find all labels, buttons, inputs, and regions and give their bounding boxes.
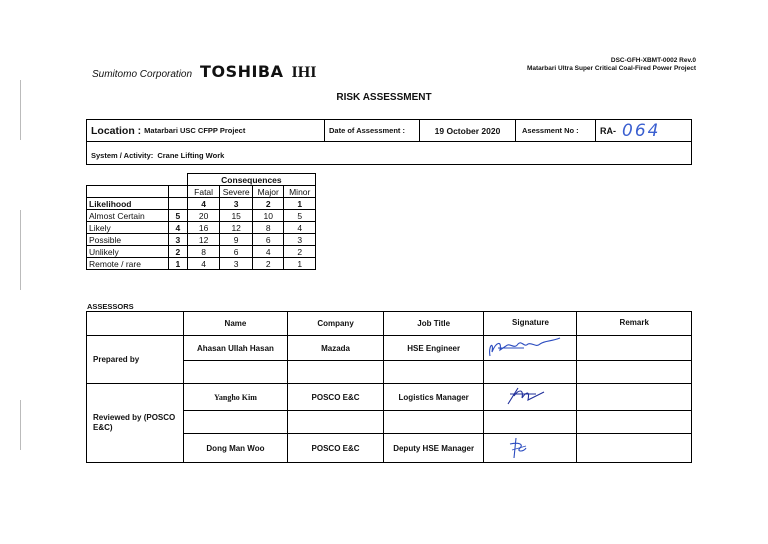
consequence-header: Minor	[284, 186, 316, 198]
system-value: Crane Lifting Work	[157, 151, 225, 160]
consequence-header: Fatal	[187, 186, 220, 198]
matrix-cell: 8	[187, 246, 220, 258]
likelihood-label: Almost Certain	[87, 210, 169, 222]
likelihood-score: 4	[168, 222, 187, 234]
assessment-no-label: Asessment No :	[522, 126, 579, 135]
likelihood-score: 1	[168, 258, 187, 270]
matrix-cell: 12	[187, 234, 220, 246]
column-header-remark: Remark	[577, 312, 692, 336]
matrix-cell: 3	[220, 258, 253, 270]
ra-prefix: RA-	[600, 125, 616, 136]
matrix-header-row	[87, 186, 316, 198]
matrix-cell: 6	[220, 246, 253, 258]
reviewer2-name: Dong Man Woo	[183, 434, 288, 463]
date-value-cell	[420, 120, 516, 142]
matrix-consequences-row	[87, 174, 316, 186]
consequence-score: 1	[284, 198, 316, 210]
matrix-cell: 4	[252, 246, 284, 258]
matrix-row	[87, 222, 316, 234]
reviewer1-name: Yangho Kim	[183, 384, 288, 411]
consequence-score: 2	[252, 198, 284, 210]
logo-sumitomo: Sumitomo Corporation	[92, 69, 193, 80]
matrix-row	[87, 258, 316, 270]
reviewer1-signature	[484, 384, 577, 411]
likelihood-label: Possible	[87, 234, 169, 246]
prepared-row	[87, 336, 692, 361]
matrix-cell: 6	[252, 234, 284, 246]
assessors-label: ASSESSORS	[87, 302, 134, 311]
prepared-by-label: Prepared by	[87, 336, 184, 384]
matrix-cell: 5	[284, 210, 316, 222]
location-cell	[87, 120, 325, 142]
matrix-score-row	[87, 198, 316, 210]
likelihood-label: Unlikely	[87, 246, 169, 258]
matrix-cell: 8	[252, 222, 284, 234]
assessment-no-label-cell	[516, 120, 596, 142]
matrix-cell: 2	[252, 258, 284, 270]
matrix-cell: 15	[220, 210, 253, 222]
info-box	[86, 119, 692, 165]
reviewer2-signature	[484, 434, 577, 463]
scan-mark	[20, 80, 21, 140]
project-name: Matarbari Ultra Super Critical Coal-Fired Power Project	[526, 65, 696, 72]
reviewer1-remark	[577, 384, 692, 411]
consequence-header: Major	[252, 186, 284, 198]
matrix-cell: 12	[220, 222, 253, 234]
column-header-job-title: Job Title	[383, 312, 484, 336]
reviewer2-job-title: Deputy HSE Manager	[383, 434, 484, 463]
matrix-row	[87, 210, 316, 222]
consequence-header: Severe	[220, 186, 253, 198]
consequences-header: Consequences	[187, 174, 315, 186]
reviewer1-job-title: Logistics Manager	[383, 384, 484, 411]
matrix-cell: 4	[284, 222, 316, 234]
prepared-signature	[484, 336, 577, 361]
reviewer2-remark	[577, 434, 692, 463]
company-logos	[92, 62, 316, 82]
risk-matrix	[86, 173, 316, 270]
signature-image	[484, 434, 576, 460]
date-value: 19 October 2020	[434, 125, 501, 136]
matrix-row	[87, 246, 316, 258]
column-header-name: Name	[183, 312, 288, 336]
page-title: RISK ASSESSMENT	[336, 92, 432, 103]
signature-image	[484, 384, 576, 408]
matrix-cell: 2	[284, 246, 316, 258]
reviewer-row	[87, 384, 692, 411]
matrix-cell: 16	[187, 222, 220, 234]
system-activity	[91, 151, 224, 160]
location-label: Location :	[91, 124, 142, 137]
date-label-cell	[325, 120, 420, 142]
likelihood-score: 2	[168, 246, 187, 258]
scan-mark	[20, 210, 21, 290]
logo-ihi: IHI	[291, 64, 317, 81]
matrix-cell: 1	[284, 258, 316, 270]
likelihood-label: Likely	[87, 222, 169, 234]
assessment-no-cell	[596, 120, 691, 142]
matrix-cell: 20	[187, 210, 220, 222]
prepared-job-title: HSE Engineer	[383, 336, 484, 361]
matrix-cell: 3	[284, 234, 316, 246]
assessors-header-row	[87, 312, 692, 336]
consequence-score: 3	[220, 198, 253, 210]
column-header-company: Company	[288, 312, 384, 336]
column-header-signature: Signature	[484, 312, 577, 336]
logo-toshiba: TOSHIBA	[200, 62, 284, 81]
scan-mark	[20, 400, 21, 450]
doc-number: DSC-GFH-XBMT-0002 Rev.0	[610, 57, 696, 64]
likelihood-score: 3	[168, 234, 187, 246]
prepared-remark	[577, 336, 692, 361]
consequence-score: 4	[187, 198, 220, 210]
matrix-cell: 10	[252, 210, 284, 222]
signature-image	[484, 336, 576, 358]
matrix-row	[87, 234, 316, 246]
assessors-table	[86, 311, 692, 463]
reviewed-by-label: Reviewed by (POSCO E&C)	[87, 384, 184, 463]
location-value: Matarbari USC CFPP Project	[144, 126, 246, 135]
reviewer1-company: POSCO E&C	[288, 384, 384, 411]
likelihood-score: 5	[168, 210, 187, 222]
matrix-cell: 9	[220, 234, 253, 246]
prepared-name: Ahasan Ullah Hasan	[183, 336, 288, 361]
system-label: System / Activity:	[91, 151, 154, 160]
likelihood-header: Likelihood	[87, 198, 169, 210]
document-reference	[527, 57, 696, 73]
date-label: Date of Assessment :	[329, 126, 405, 135]
reviewer2-company: POSCO E&C	[288, 434, 384, 463]
likelihood-label: Remote / rare	[87, 258, 169, 270]
ra-number-handwritten: 064	[622, 120, 661, 141]
matrix-cell: 4	[187, 258, 220, 270]
prepared-company: Mazada	[288, 336, 384, 361]
